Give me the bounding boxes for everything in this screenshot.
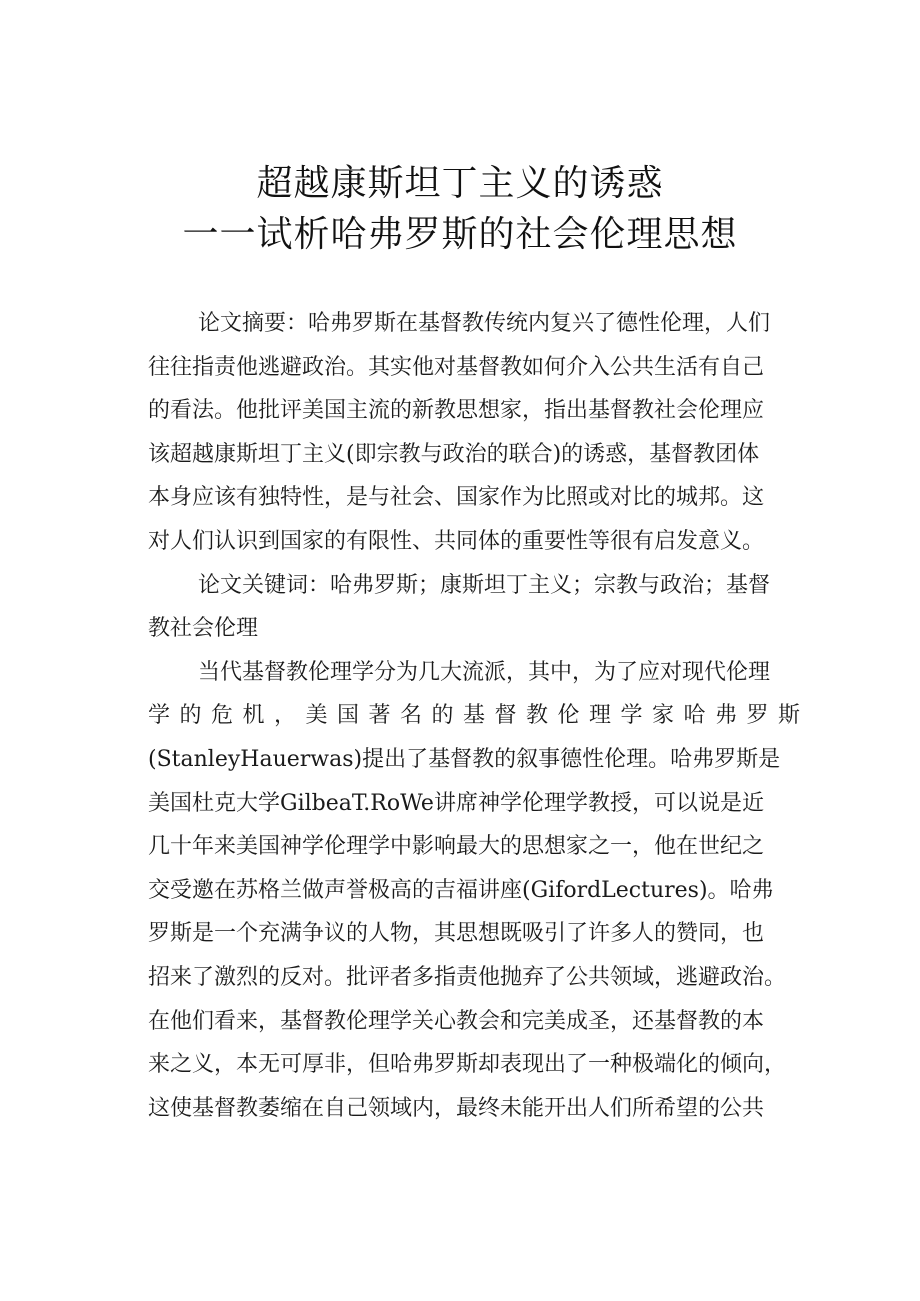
body-line: 美国杜克大学GilbeaT.RoWe讲席神学伦理学教授，可以说是近 <box>148 790 764 816</box>
keywords-line: 教社会伦理 <box>148 616 259 642</box>
abstract-line: 该超越康斯坦丁主义(即宗教与政治的联合)的诱惑，基督教团体 <box>148 441 760 467</box>
abstract-paragraph <box>148 302 800 1130</box>
keywords-line: 论文关键词：哈弗罗斯；康斯坦丁主义；宗教与政治；基督 <box>198 572 771 598</box>
body-line: 几十年来美国神学伦理学中影响最大的思想家之一，他在世纪之 <box>148 834 765 860</box>
body-line: 招来了激烈的反对。批评者多指责他抛弃了公共领域，逃避政治。 <box>148 964 787 990</box>
body-line: 当代基督教伦理学分为几大流派，其中，为了应对现代伦理 <box>198 659 771 685</box>
body-line: 学的危机，美国著名的基督教伦理学家哈弗罗斯 <box>148 703 800 729</box>
document-title: 超越康斯坦丁主义的诱惑 <box>256 163 664 204</box>
document-subtitle: 一一试析哈弗罗斯的社会伦理思想 <box>182 214 738 255</box>
body-line: (StanleyHauerwas)提出了基督教的叙事德性伦理。哈弗罗斯是 <box>148 746 781 772</box>
abstract-line: 论文摘要：哈弗罗斯在基督教传统内复兴了德性伦理，人们 <box>198 311 771 336</box>
body-line: 罗斯是一个充满争议的人物，其思想既吸引了许多人的赞同，也 <box>148 921 765 947</box>
abstract-line: 往往指责他逃避政治。其实他对基督教如何介入公共生活有自己 <box>148 354 765 380</box>
abstract-line: 本身应该有独特性，是与社会、国家作为比照或对比的城邦。这 <box>148 485 765 511</box>
body-line: 来之义，本无可厚非，但哈弗罗斯却表现出了一种极端化的倾向， <box>148 1052 787 1078</box>
abstract-line: 的看法。他批评美国主流的新教思想家，指出基督教社会伦理应 <box>148 398 765 424</box>
body-line: 交受邀在苏格兰做声誉极高的吉福讲座(GifordLectures)。哈弗 <box>148 877 774 903</box>
abstract-line: 对人们认识到国家的有限性、共同体的重要性等很有启发意义。 <box>148 528 765 554</box>
body-line: 这使基督教萎缩在自己领域内，最终未能开出人们所希望的公共 <box>148 1095 765 1121</box>
body-line: 在他们看来，基督教伦理学关心教会和完美成圣，还基督教的本 <box>148 1008 765 1034</box>
